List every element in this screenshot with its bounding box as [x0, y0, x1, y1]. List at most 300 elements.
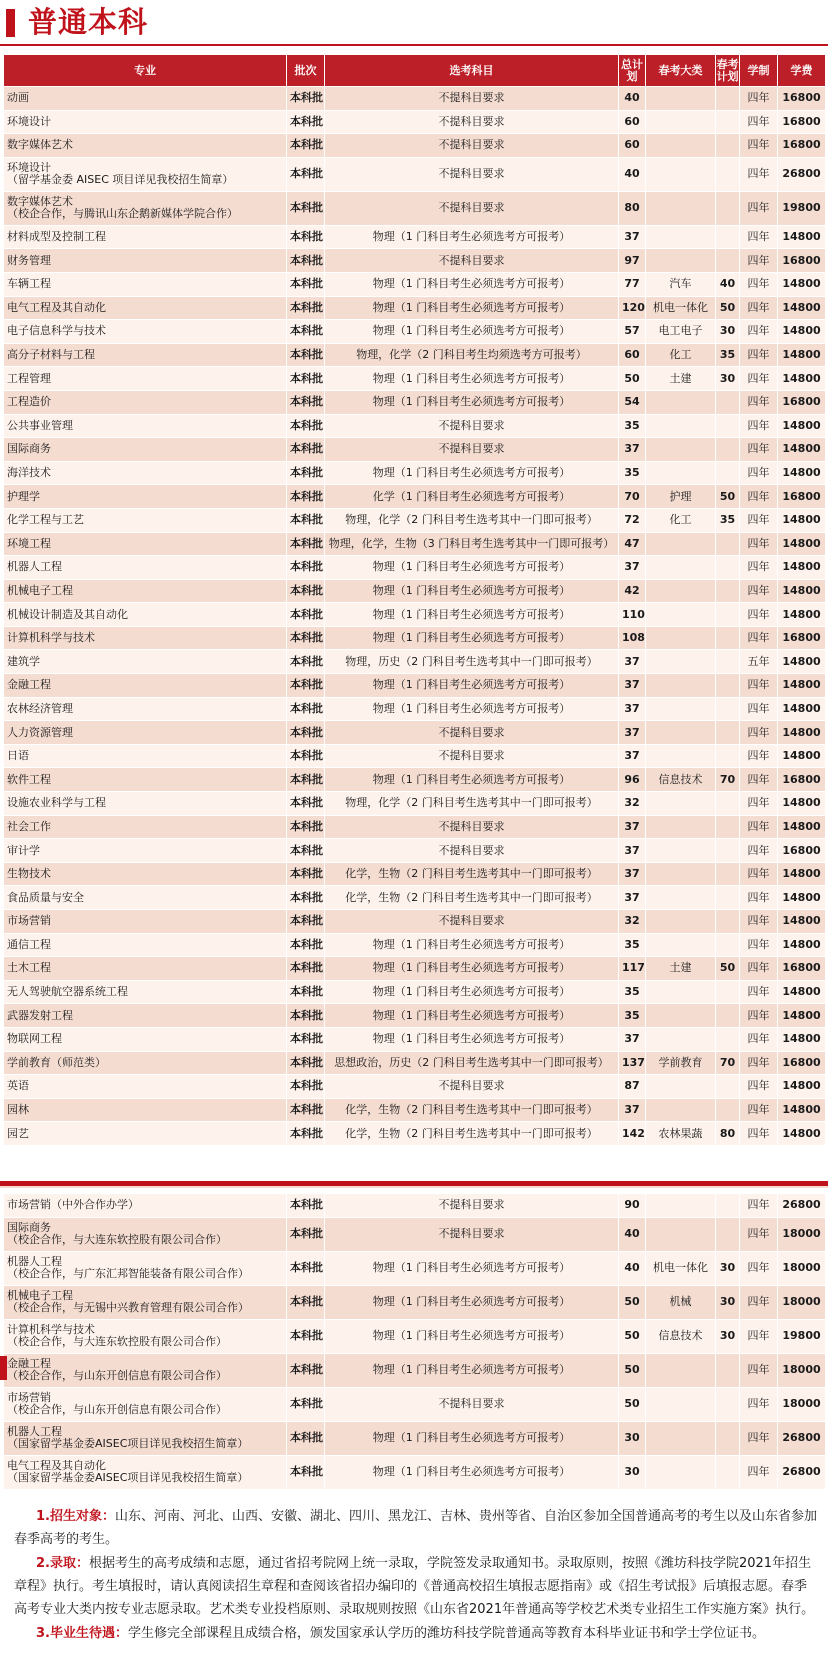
cell-subjects: 物理（1 门科目考生必须选考方可报考） — [325, 1285, 619, 1319]
cell-spring-category — [646, 815, 716, 839]
cell-duration: 四年 — [740, 110, 778, 134]
table-row — [4, 603, 826, 627]
cell-subjects: 思想政治，历史（2 门科目考生选考其中一门即可报考） — [325, 1051, 619, 1075]
cell-duration: 四年 — [740, 1004, 778, 1028]
cell-major: 无人驾驶航空器系统工程 — [4, 980, 287, 1004]
cell-spring-plan — [716, 697, 740, 721]
cell-spring-category — [646, 110, 716, 134]
cell-duration: 四年 — [740, 1194, 778, 1218]
cell-batch: 本科批 — [287, 697, 325, 721]
col-tuition: 学费 — [778, 55, 826, 87]
cell-subjects: 物理，化学，生物（3 门科目考生选考其中一门即可报考） — [325, 532, 619, 556]
cell-duration: 四年 — [740, 933, 778, 957]
cell-tuition: 14800 — [778, 367, 826, 391]
cell-duration: 四年 — [740, 1387, 778, 1421]
cell-spring-plan — [716, 191, 740, 225]
cell-major: 财务管理 — [4, 249, 287, 273]
cell-major: 设施农业科学与工程 — [4, 792, 287, 816]
cell-spring-category — [646, 134, 716, 158]
cell-subjects: 物理，化学（2 门科目考生均须选考方可报考） — [325, 343, 619, 367]
cell-tuition: 26800 — [778, 1194, 826, 1218]
cell-major: 学前教育（师范类） — [4, 1051, 287, 1075]
cell-duration: 四年 — [740, 721, 778, 745]
cell-total-plan: 60 — [619, 134, 646, 158]
cell-major: 市场营销（中外合作办学） — [4, 1194, 287, 1218]
cell-subjects: 物理，化学（2 门科目考生选考其中一门即可报考） — [325, 792, 619, 816]
cell-major: 机器人工程 — [4, 556, 287, 580]
cell-subjects: 物理（1 门科目考生必须选考方可报考） — [325, 697, 619, 721]
cell-spring-plan — [716, 1075, 740, 1099]
cell-tuition: 16800 — [778, 957, 826, 981]
cell-major: 数字媒体艺术 — [4, 134, 287, 158]
table-row — [4, 910, 826, 934]
cell-tuition: 14800 — [778, 744, 826, 768]
cell-total-plan: 32 — [619, 910, 646, 934]
cell-total-plan: 142 — [619, 1122, 646, 1146]
cell-batch: 本科批 — [287, 110, 325, 134]
cell-spring-plan — [716, 862, 740, 886]
cell-subjects: 物理（1 门科目考生必须选考方可报考） — [325, 390, 619, 414]
table-row — [4, 839, 826, 863]
cell-total-plan: 120 — [619, 296, 646, 320]
cell-spring-category — [646, 1075, 716, 1099]
cell-duration: 四年 — [740, 438, 778, 462]
cell-spring-plan: 80 — [716, 1122, 740, 1146]
cell-spring-plan — [716, 1455, 740, 1489]
table-row — [4, 367, 826, 391]
cell-subjects: 不提科目要求 — [325, 910, 619, 934]
cell-duration: 四年 — [740, 1455, 778, 1489]
cell-spring-plan — [716, 134, 740, 158]
cell-major: 机械设计制造及其自动化 — [4, 603, 287, 627]
cell-subjects: 化学，生物（2 门科目考生选考其中一门即可报考） — [325, 1098, 619, 1122]
cell-subjects: 物理（1 门科目考生必须选考方可报考） — [325, 367, 619, 391]
cell-subjects: 不提科目要求 — [325, 1387, 619, 1421]
title-marker — [6, 9, 15, 37]
cell-spring-category: 信息技术 — [646, 1319, 716, 1353]
cell-major: 园艺 — [4, 1122, 287, 1146]
cell-spring-plan — [716, 87, 740, 111]
cell-tuition: 14800 — [778, 815, 826, 839]
cell-duration: 四年 — [740, 626, 778, 650]
cell-spring-category: 机电一体化 — [646, 1251, 716, 1285]
cell-batch: 本科批 — [287, 744, 325, 768]
cell-batch: 本科批 — [287, 556, 325, 580]
cell-major: 审计学 — [4, 839, 287, 863]
table-row — [4, 320, 826, 344]
table-row — [4, 110, 826, 134]
cell-subjects: 物理（1 门科目考生必须选考方可报考） — [325, 1251, 619, 1285]
cell-major: 计算机科学与技术 （校企合作，与大连东软控股有限公司合作） — [4, 1319, 287, 1353]
cell-major: 车辆工程 — [4, 272, 287, 296]
cell-batch: 本科批 — [287, 579, 325, 603]
cell-spring-plan — [716, 721, 740, 745]
table-row — [4, 343, 826, 367]
cell-spring-category — [646, 744, 716, 768]
cell-tuition: 14800 — [778, 603, 826, 627]
cell-spring-category: 化工 — [646, 508, 716, 532]
cell-spring-plan — [716, 390, 740, 414]
cell-spring-category — [646, 191, 716, 225]
cell-batch: 本科批 — [287, 390, 325, 414]
cell-major: 食品质量与安全 — [4, 886, 287, 910]
cell-duration: 四年 — [740, 191, 778, 225]
cell-batch: 本科批 — [287, 674, 325, 698]
cell-major: 工程造价 — [4, 390, 287, 414]
cell-tuition: 14800 — [778, 296, 826, 320]
cell-total-plan: 77 — [619, 272, 646, 296]
cell-spring-plan: 50 — [716, 957, 740, 981]
col-duration: 学制 — [740, 55, 778, 87]
cell-subjects: 物理（1 门科目考生必须选考方可报考） — [325, 579, 619, 603]
table-row — [4, 1251, 826, 1285]
cell-spring-plan — [716, 1194, 740, 1218]
cell-major: 金融工程 （校企合作，与山东开创信息有限公司合作） — [4, 1353, 287, 1387]
cell-total-plan: 97 — [619, 249, 646, 273]
cell-spring-category — [646, 603, 716, 627]
majors-table — [3, 54, 826, 1146]
cell-duration: 四年 — [740, 815, 778, 839]
table-row — [4, 721, 826, 745]
cell-tuition: 14800 — [778, 508, 826, 532]
cell-batch: 本科批 — [287, 1027, 325, 1051]
cell-subjects: 物理（1 门科目考生必须选考方可报考） — [325, 957, 619, 981]
cell-spring-plan — [716, 225, 740, 249]
cell-duration: 四年 — [740, 485, 778, 509]
cell-total-plan: 50 — [619, 1353, 646, 1387]
table-row — [4, 225, 826, 249]
cell-duration: 四年 — [740, 862, 778, 886]
cell-batch: 本科批 — [287, 272, 325, 296]
cell-total-plan: 117 — [619, 957, 646, 981]
cell-subjects: 物理（1 门科目考生必须选考方可报考） — [325, 1319, 619, 1353]
cell-batch: 本科批 — [287, 414, 325, 438]
cell-duration: 四年 — [740, 296, 778, 320]
cell-batch: 本科批 — [287, 438, 325, 462]
cell-spring-plan — [716, 414, 740, 438]
cell-spring-plan — [716, 886, 740, 910]
table-row — [4, 157, 826, 191]
cell-spring-category — [646, 886, 716, 910]
cell-spring-category: 机电一体化 — [646, 296, 716, 320]
cell-spring-plan — [716, 1098, 740, 1122]
cell-duration: 四年 — [740, 461, 778, 485]
cell-major: 工程管理 — [4, 367, 287, 391]
cell-subjects: 不提科目要求 — [325, 414, 619, 438]
cell-subjects: 物理，化学（2 门科目考生选考其中一门即可报考） — [325, 508, 619, 532]
cell-major: 海洋技术 — [4, 461, 287, 485]
cell-subjects: 不提科目要求 — [325, 134, 619, 158]
cell-batch: 本科批 — [287, 134, 325, 158]
cell-duration: 四年 — [740, 1217, 778, 1251]
cell-batch: 本科批 — [287, 87, 325, 111]
cell-major: 软件工程 — [4, 768, 287, 792]
cell-total-plan: 40 — [619, 1217, 646, 1251]
cell-total-plan: 42 — [619, 579, 646, 603]
cell-spring-category — [646, 792, 716, 816]
cell-subjects: 物理（1 门科目考生必须选考方可报考） — [325, 296, 619, 320]
cell-subjects: 不提科目要求 — [325, 1194, 619, 1218]
cell-subjects: 不提科目要求 — [325, 744, 619, 768]
cell-total-plan: 60 — [619, 110, 646, 134]
cell-duration: 四年 — [740, 1122, 778, 1146]
cell-spring-category — [646, 650, 716, 674]
cell-spring-category — [646, 626, 716, 650]
cell-duration: 四年 — [740, 320, 778, 344]
page-title: 普通本科 — [28, 5, 149, 39]
cell-major: 武器发射工程 — [4, 1004, 287, 1028]
cell-spring-plan — [716, 532, 740, 556]
cell-total-plan: 37 — [619, 1098, 646, 1122]
cell-major: 日语 — [4, 744, 287, 768]
cell-duration: 四年 — [740, 1285, 778, 1319]
table-row — [4, 1353, 826, 1387]
cell-tuition: 14800 — [778, 438, 826, 462]
table-row — [4, 933, 826, 957]
col-total-plan: 总计划 — [619, 55, 646, 87]
cell-total-plan: 137 — [619, 1051, 646, 1075]
cell-spring-category: 学前教育 — [646, 1051, 716, 1075]
cell-tuition: 14800 — [778, 697, 826, 721]
cell-spring-plan: 40 — [716, 272, 740, 296]
cell-spring-plan — [716, 933, 740, 957]
cell-tuition: 14800 — [778, 556, 826, 580]
cell-duration: 四年 — [740, 1051, 778, 1075]
table-row — [4, 1122, 826, 1146]
cell-total-plan: 60 — [619, 343, 646, 367]
cell-major: 通信工程 — [4, 933, 287, 957]
table-row — [4, 650, 826, 674]
cell-tuition: 14800 — [778, 721, 826, 745]
cell-total-plan: 110 — [619, 603, 646, 627]
cell-tuition: 14800 — [778, 1027, 826, 1051]
cell-spring-plan: 35 — [716, 343, 740, 367]
cell-spring-category — [646, 910, 716, 934]
cell-total-plan: 50 — [619, 1387, 646, 1421]
cell-spring-category: 汽车 — [646, 272, 716, 296]
table-row — [4, 556, 826, 580]
cell-duration: 四年 — [740, 556, 778, 580]
table-row — [4, 461, 826, 485]
cell-spring-category — [646, 579, 716, 603]
cell-tuition: 19800 — [778, 1319, 826, 1353]
cell-batch: 本科批 — [287, 1387, 325, 1421]
cell-batch: 本科批 — [287, 1051, 325, 1075]
cell-spring-plan — [716, 110, 740, 134]
cell-subjects: 不提科目要求 — [325, 721, 619, 745]
table-row — [4, 579, 826, 603]
table-row — [4, 792, 826, 816]
table-row — [4, 626, 826, 650]
cell-spring-category — [646, 556, 716, 580]
cell-tuition: 16800 — [778, 839, 826, 863]
cell-subjects: 不提科目要求 — [325, 839, 619, 863]
cell-duration: 四年 — [740, 674, 778, 698]
cell-tuition: 26800 — [778, 1455, 826, 1489]
cell-major: 机械电子工程 （校企合作，与无锡中兴教育管理有限公司合作） — [4, 1285, 287, 1319]
table-row — [4, 1004, 826, 1028]
cell-batch: 本科批 — [287, 461, 325, 485]
cell-major: 建筑学 — [4, 650, 287, 674]
cell-spring-plan — [716, 249, 740, 273]
cell-batch: 本科批 — [287, 1122, 325, 1146]
cell-total-plan: 37 — [619, 815, 646, 839]
cell-batch: 本科批 — [287, 886, 325, 910]
cell-total-plan: 30 — [619, 1455, 646, 1489]
cell-total-plan: 87 — [619, 1075, 646, 1099]
cell-spring-plan — [716, 579, 740, 603]
cell-subjects: 物理（1 门科目考生必须选考方可报考） — [325, 603, 619, 627]
cell-spring-plan: 30 — [716, 1285, 740, 1319]
cell-spring-category — [646, 532, 716, 556]
cell-batch: 本科批 — [287, 1285, 325, 1319]
cell-batch: 本科批 — [287, 1455, 325, 1489]
cell-tuition: 14800 — [778, 1098, 826, 1122]
cell-total-plan: 40 — [619, 157, 646, 191]
cell-spring-category — [646, 157, 716, 191]
cell-spring-category — [646, 1098, 716, 1122]
cell-tuition: 14800 — [778, 414, 826, 438]
cell-batch: 本科批 — [287, 157, 325, 191]
cell-total-plan: 57 — [619, 320, 646, 344]
table-row — [4, 1098, 826, 1122]
cell-spring-category — [646, 721, 716, 745]
cell-subjects: 物理（1 门科目考生必须选考方可报考） — [325, 626, 619, 650]
table-row — [4, 1217, 826, 1251]
side-marker — [0, 1356, 7, 1380]
cell-subjects: 物理（1 门科目考生必须选考方可报考） — [325, 768, 619, 792]
cell-spring-plan — [716, 839, 740, 863]
cell-spring-category — [646, 1387, 716, 1421]
cell-spring-category — [646, 390, 716, 414]
cell-batch: 本科批 — [287, 839, 325, 863]
cell-major: 物联网工程 — [4, 1027, 287, 1051]
cell-tuition: 14800 — [778, 343, 826, 367]
cell-subjects: 物理（1 门科目考生必须选考方可报考） — [325, 461, 619, 485]
cell-tuition: 14800 — [778, 1075, 826, 1099]
cell-spring-plan: 35 — [716, 508, 740, 532]
cell-spring-category — [646, 862, 716, 886]
cell-tuition: 14800 — [778, 272, 826, 296]
cell-spring-plan — [716, 815, 740, 839]
cell-duration: 四年 — [740, 390, 778, 414]
cell-total-plan: 37 — [619, 886, 646, 910]
cell-spring-plan — [716, 157, 740, 191]
cell-duration: 四年 — [740, 532, 778, 556]
cell-spring-category: 信息技术 — [646, 768, 716, 792]
cell-spring-plan — [716, 1387, 740, 1421]
table-row — [4, 1051, 826, 1075]
cell-major: 环境设计 — [4, 110, 287, 134]
cell-spring-plan — [716, 650, 740, 674]
cell-tuition: 18000 — [778, 1387, 826, 1421]
section-header — [0, 0, 828, 44]
cell-spring-category: 机械 — [646, 1285, 716, 1319]
cell-tuition: 14800 — [778, 650, 826, 674]
cell-tuition: 14800 — [778, 461, 826, 485]
cell-spring-category: 化工 — [646, 343, 716, 367]
cell-spring-category — [646, 697, 716, 721]
cell-total-plan: 50 — [619, 367, 646, 391]
cell-duration: 四年 — [740, 603, 778, 627]
cell-duration: 四年 — [740, 768, 778, 792]
cell-total-plan: 96 — [619, 768, 646, 792]
cell-major: 人力资源管理 — [4, 721, 287, 745]
cell-batch: 本科批 — [287, 815, 325, 839]
table-row — [4, 1194, 826, 1218]
cell-batch: 本科批 — [287, 650, 325, 674]
table-row — [4, 249, 826, 273]
table-row — [4, 87, 826, 111]
cell-duration: 四年 — [740, 343, 778, 367]
cell-major: 电子信息科学与技术 — [4, 320, 287, 344]
cell-total-plan: 35 — [619, 980, 646, 1004]
cell-duration: 四年 — [740, 272, 778, 296]
cell-tuition: 26800 — [778, 1421, 826, 1455]
cell-duration: 四年 — [740, 1421, 778, 1455]
cell-spring-category: 土建 — [646, 957, 716, 981]
cell-major: 金融工程 — [4, 674, 287, 698]
cell-tuition: 14800 — [778, 910, 826, 934]
table-row — [4, 272, 826, 296]
cell-batch: 本科批 — [287, 343, 325, 367]
cell-batch: 本科批 — [287, 191, 325, 225]
cell-spring-category — [646, 225, 716, 249]
cell-batch: 本科批 — [287, 1075, 325, 1099]
cell-major: 电气工程及其自动化 — [4, 296, 287, 320]
cell-major: 市场营销 （校企合作，与山东开创信息有限公司合作） — [4, 1387, 287, 1421]
cell-spring-category — [646, 1004, 716, 1028]
cell-major: 数字媒体艺术 （校企合作，与腾讯山东企鹅新媒体学院合作） — [4, 191, 287, 225]
cell-major: 生物技术 — [4, 862, 287, 886]
cell-tuition: 14800 — [778, 1122, 826, 1146]
cell-tuition: 18000 — [778, 1353, 826, 1387]
cell-subjects: 不提科目要求 — [325, 191, 619, 225]
cell-spring-category — [646, 461, 716, 485]
cell-major: 动画 — [4, 87, 287, 111]
table-row — [4, 1285, 826, 1319]
cell-total-plan: 40 — [619, 87, 646, 111]
cell-batch: 本科批 — [287, 249, 325, 273]
cell-major: 土木工程 — [4, 957, 287, 981]
table-row — [4, 768, 826, 792]
cell-spring-category — [646, 980, 716, 1004]
cell-subjects: 物理（1 门科目考生必须选考方可报考） — [325, 556, 619, 580]
cell-duration: 四年 — [740, 87, 778, 111]
cell-batch: 本科批 — [287, 508, 325, 532]
cell-batch: 本科批 — [287, 768, 325, 792]
cell-spring-plan — [716, 556, 740, 580]
note-graduate-benefits: 3.毕业生待遇：学生修完全部课程且成绩合格，颁发国家承认学历的潍坊科技学院普通高等教育本科毕业证书和学士学位证书。 — [36, 1626, 765, 1641]
table-row — [4, 296, 826, 320]
cell-batch: 本科批 — [287, 1251, 325, 1285]
cell-subjects: 不提科目要求 — [325, 110, 619, 134]
cell-duration: 四年 — [740, 1098, 778, 1122]
cell-duration: 四年 — [740, 957, 778, 981]
note-admission-target: 1.招生对象：山东、河南、河北、山西、安徽、湖北、四川、黑龙江、吉林、贵州等省、自治区参加全国普通高考的考生以及山东省参加春季高考的考生。 — [14, 1509, 817, 1547]
cell-batch: 本科批 — [287, 1421, 325, 1455]
cell-tuition: 16800 — [778, 110, 826, 134]
cell-duration: 四年 — [740, 1027, 778, 1051]
cell-duration: 四年 — [740, 508, 778, 532]
cell-subjects: 化学，生物（2 门科目考生选考其中一门即可报考） — [325, 862, 619, 886]
cell-spring-category — [646, 87, 716, 111]
cell-tuition: 16800 — [778, 249, 826, 273]
cell-spring-plan — [716, 910, 740, 934]
cell-major: 环境设计 （留学基金委 AISEC 项目详见我校招生简章） — [4, 157, 287, 191]
cell-total-plan: 37 — [619, 697, 646, 721]
cell-duration: 四年 — [740, 1353, 778, 1387]
